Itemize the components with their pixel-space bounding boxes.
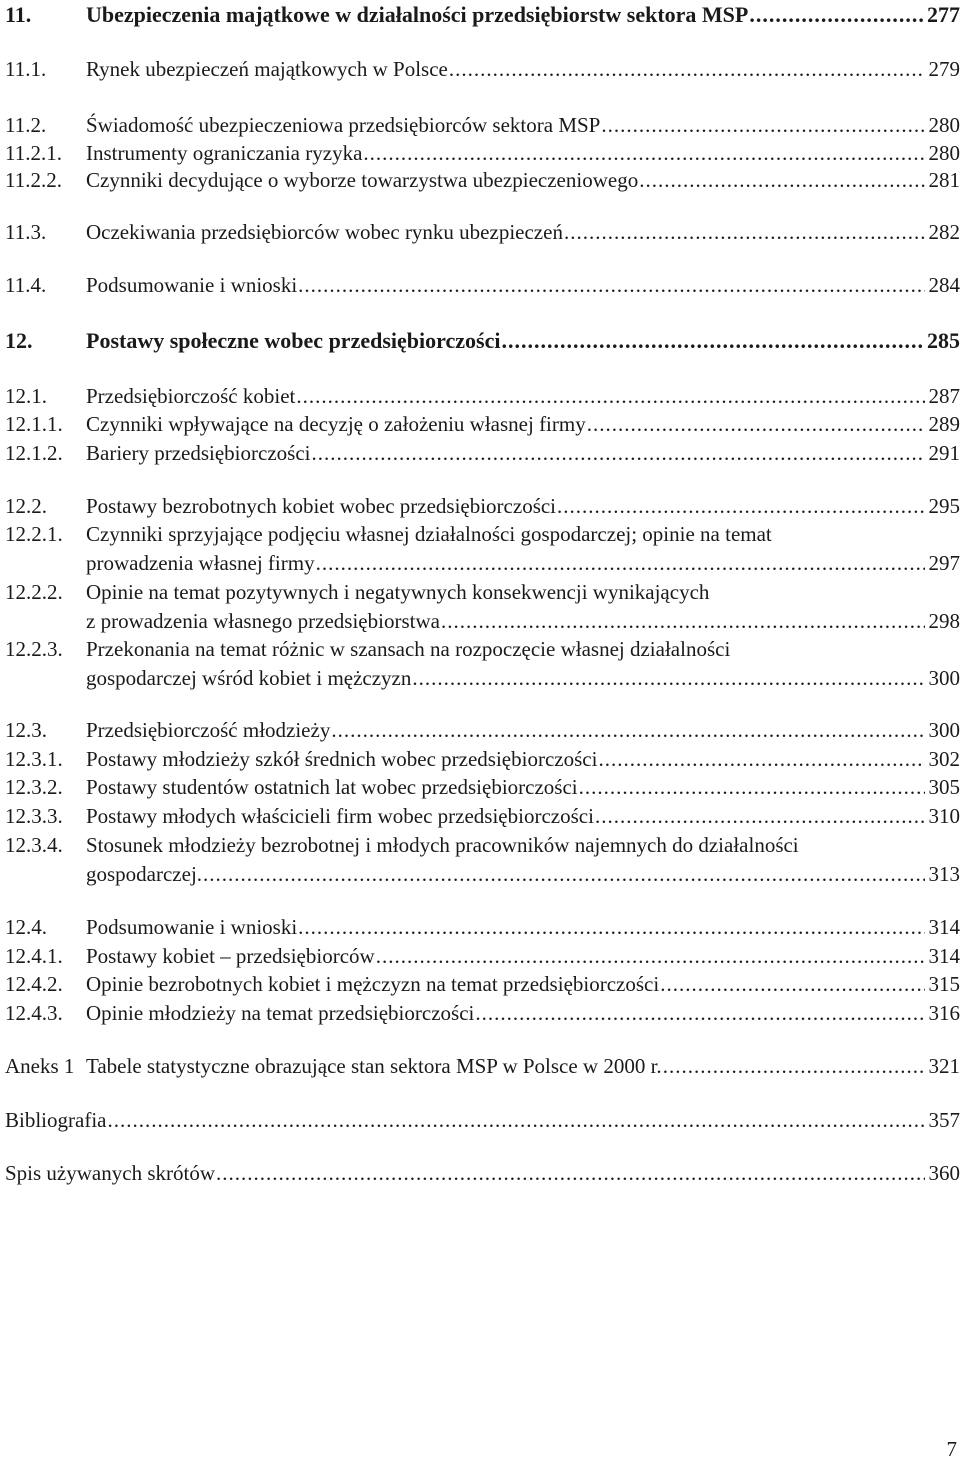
toc-entry-number: 12.1. (5, 384, 47, 408)
dot-leader (412, 664, 924, 693)
toc-entry-number: 12.4. (5, 915, 47, 939)
toc-entry-number: 12.2.2. (5, 580, 63, 604)
toc-entry-leader-line (86, 942, 960, 971)
dot-leader (749, 0, 923, 29)
toc-entry-leader-line (86, 860, 960, 889)
dot-leader (579, 773, 925, 802)
toc-entry-page: 289 (928, 412, 960, 436)
toc-entry-leader-line (86, 111, 960, 140)
toc-entry-title: gospodarczej wśród kobiet i mężczyzn (86, 666, 412, 690)
toc-entry-page: 300 (928, 666, 960, 690)
toc-entry-title: Podsumowanie i wnioski (86, 915, 298, 939)
toc-entry-title: Rynek ubezpieczeń majątkowych w Polsce (86, 57, 448, 81)
dot-leader (587, 410, 925, 439)
dot-leader (564, 218, 925, 247)
toc-entry-number: 12.4.1. (5, 944, 63, 968)
page-number: 7 (946, 1437, 957, 1461)
toc-entry-page: 284 (928, 273, 960, 297)
toc-entry-body (86, 0, 960, 29)
toc-entry-number: 12.3.1. (5, 747, 63, 771)
toc-entry-title-line: Przekonania na temat różnic w szansach na rozpoczęcie własnej działalności (86, 637, 731, 661)
toc-entry-leader-line (86, 271, 960, 300)
toc-entry-page: 357 (928, 1108, 960, 1132)
dot-leader (501, 326, 923, 355)
toc-entry-page: 315 (928, 972, 960, 996)
toc-entry-body (86, 942, 960, 971)
toc-entry-leader-line (86, 382, 960, 411)
toc-entry-body (86, 716, 960, 745)
toc-entry-title: Czynniki decydujące o wyborze towarzystwa ubezpieczeniowego (86, 168, 639, 192)
toc-entry-title: Spis używanych skrótów (5, 1161, 215, 1185)
toc-entry-leader-line (86, 802, 960, 831)
toc-entry-title: gospodarczej. (86, 862, 203, 886)
toc-entry-leader-line (86, 55, 960, 84)
toc-entry-page: 291 (928, 441, 960, 465)
toc-entry-leader-line (86, 166, 960, 195)
toc-entry-title: Postawy studentów ostatnich lat wobec przedsiębiorczości (86, 775, 578, 799)
toc-entry-number: 12.1.2. (5, 441, 63, 465)
dot-leader (663, 1052, 925, 1081)
toc-entry-number: 12.3.2. (5, 775, 63, 799)
toc-entry-page: 316 (928, 1001, 960, 1025)
toc-entry-title: Przedsiębiorczość kobiet (86, 384, 296, 408)
toc-entry-number: 11.2.1. (5, 141, 62, 165)
toc-entry-leader-line (86, 492, 960, 521)
toc-entry-leader-line (86, 607, 960, 636)
toc-entry-title-line: Opinie na temat pozytywnych i negatywnych konsekwencji wynikających (86, 580, 710, 604)
toc-entry-body (86, 55, 960, 84)
toc-entry-page: 313 (928, 862, 960, 886)
toc-entry-body (86, 1052, 960, 1081)
toc-entry-body (5, 1159, 960, 1188)
toc-entry-leader-line (86, 999, 960, 1028)
toc-entry-title: Postawy kobiet – przedsiębiorców (86, 944, 375, 968)
toc-entry-number: Aneks 1 (5, 1054, 75, 1078)
toc-entry-number: 12.3.3. (5, 804, 63, 828)
dot-leader (363, 139, 924, 168)
toc-entry-body (86, 520, 960, 578)
toc-entry-title-line: Stosunek młodzieży bezrobotnej i młodych pracowników najemnych do działalności (86, 833, 799, 857)
toc-entry-body (86, 492, 960, 521)
toc-entry-page: 280 (928, 113, 960, 137)
toc-entry-number: 12.2. (5, 494, 47, 518)
dot-leader (441, 607, 925, 636)
toc-entry-body (86, 745, 960, 774)
toc-entry-page: 282 (928, 220, 960, 244)
toc-entry-page: 300 (928, 718, 960, 742)
toc-entry-number: 12.1.1. (5, 412, 63, 436)
dot-leader (475, 999, 924, 1028)
toc-entry-leader-line (86, 549, 960, 578)
toc-entry-body (86, 166, 960, 195)
toc-entry-page: 280 (928, 141, 960, 165)
toc-entry-number: 11.3. (5, 220, 47, 244)
dot-leader (298, 271, 924, 300)
toc-entry-body (86, 773, 960, 802)
toc-entry-page: 277 (927, 2, 960, 27)
toc-entry-body (86, 913, 960, 942)
toc-entry-title: Bibliografia (5, 1108, 107, 1132)
toc-entry-leader-line (5, 1106, 960, 1135)
toc-entry-number: 11.4. (5, 273, 47, 297)
toc-entry-number: 11. (5, 2, 32, 27)
toc-entry-number: 12.4.3. (5, 1001, 63, 1025)
toc-entry-page: 281 (928, 168, 960, 192)
toc-entry-body (86, 326, 960, 355)
toc-entry-title: Oczekiwania przedsiębiorców wobec rynku ubezpieczeń (86, 220, 563, 244)
toc-entry-title: Opinie młodzieży na temat przedsiębiorczości (86, 1001, 475, 1025)
toc-entry-leader-line (86, 913, 960, 942)
toc-entry-body (5, 1106, 960, 1135)
toc-entry-title: Bariery przedsiębiorczości (86, 441, 311, 465)
toc-entry-page: 321 (928, 1054, 960, 1078)
toc-entry-title: Podsumowanie i wnioski (86, 273, 298, 297)
toc-entry-leader-line (86, 773, 960, 802)
dot-leader (639, 166, 924, 195)
dot-leader (107, 1106, 924, 1135)
toc-entry-leader-line (86, 1052, 960, 1081)
toc-entry-number: 12.2.1. (5, 522, 63, 546)
toc-entry-body (86, 271, 960, 300)
toc-entry-body (86, 999, 960, 1028)
toc-entry-body (86, 439, 960, 468)
toc-entry-leader-line (86, 970, 960, 999)
toc-entry-body (86, 382, 960, 411)
toc-entry-title: Świadomość ubezpieczeniowa przedsiębiorców sektora MSP (86, 113, 601, 137)
toc-entry-body (86, 139, 960, 168)
toc-entry-number: 12.2.3. (5, 637, 63, 661)
toc-entry-page: 360 (928, 1161, 960, 1185)
toc-entry-leader-line (86, 139, 960, 168)
dot-leader (595, 802, 925, 831)
toc-entry-page: 302 (928, 747, 960, 771)
dot-leader (203, 860, 924, 889)
toc-entry-leader-line (86, 0, 960, 29)
dot-leader (660, 970, 924, 999)
toc-entry-body (86, 111, 960, 140)
toc-entry-number: 12.4.2. (5, 972, 63, 996)
toc-entry-body (86, 410, 960, 439)
toc-entry-number: 11.1. (5, 57, 47, 81)
toc-entry-leader-line (86, 664, 960, 693)
toc-entry-body (86, 802, 960, 831)
toc-entry-title: Czynniki wpływające na decyzję o założeniu własnej firmy (86, 412, 586, 436)
toc-entry-leader-line (86, 410, 960, 439)
toc-entry-page: 279 (928, 57, 960, 81)
dot-leader (449, 55, 925, 84)
dot-leader (311, 439, 924, 468)
toc-entry-number: 12. (5, 328, 33, 353)
dot-leader (298, 913, 924, 942)
toc-entry-body (86, 970, 960, 999)
toc-entry-page: 298 (928, 609, 960, 633)
dot-leader (216, 1159, 925, 1188)
toc-entry-body (86, 635, 960, 693)
dot-leader (316, 549, 925, 578)
toc-entry-body (86, 831, 960, 889)
toc-entry-page: 297 (928, 551, 960, 575)
toc-entry-number: 11.2.2. (5, 168, 62, 192)
toc-entry-title: Postawy młodzieży szkół średnich wobec przedsiębiorczości (86, 747, 598, 771)
toc-entry-title: z prowadzenia własnego przedsiębiorstwa (86, 609, 440, 633)
toc-entry-body (86, 218, 960, 247)
toc-entry-title-line: Czynniki sprzyjające podjęciu własnej działalności gospodarczej; opinie na temat (86, 522, 772, 546)
toc-entry-page: 287 (928, 384, 960, 408)
toc-entry-leader-line (86, 439, 960, 468)
dot-leader (376, 942, 925, 971)
dot-leader (296, 382, 924, 411)
toc-entry-page: 285 (927, 328, 960, 353)
dot-leader (601, 111, 924, 140)
toc-entry-title: Postawy społeczne wobec przedsiębiorczości (86, 328, 501, 353)
toc-entry-leader-line (86, 218, 960, 247)
toc-entry-title: Opinie bezrobotnych kobiet i mężczyzn na temat przedsiębiorczości (86, 972, 660, 996)
dot-leader (598, 745, 924, 774)
toc-entry-title: Przedsiębiorczość młodzieży (86, 718, 331, 742)
toc-entry-leader-line (86, 326, 960, 355)
toc-entry-number: 12.3.4. (5, 833, 63, 857)
toc-entry-title: prowadzenia własnej firmy (86, 551, 315, 575)
toc-entry-title: Instrumenty ograniczania ryzyka (86, 141, 363, 165)
toc-entry-page: 314 (928, 915, 960, 939)
toc-entry-number: 11.2. (5, 113, 47, 137)
toc-entry-title: Postawy młodych właścicieli firm wobec przedsiębiorczości (86, 804, 594, 828)
toc-entry-leader-line (86, 745, 960, 774)
toc-entry-title: Postawy bezrobotnych kobiet wobec przedsiębiorczości (86, 494, 557, 518)
toc-entry-page: 305 (928, 775, 960, 799)
toc-entry-number: 12.3. (5, 718, 47, 742)
toc-entry-page: 310 (928, 804, 960, 828)
toc-entry-page: 314 (928, 944, 960, 968)
toc-entry-leader-line (5, 1159, 960, 1188)
dot-leader (331, 716, 924, 745)
toc-entry-leader-line (86, 716, 960, 745)
toc-entry-body (86, 578, 960, 636)
dot-leader (557, 492, 924, 521)
toc-entry-title: Tabele statystyczne obrazujące stan sektora MSP w Polsce w 2000 r. (86, 1054, 662, 1078)
toc-entry-page: 295 (928, 494, 960, 518)
toc-entry-title: Ubezpieczenia majątkowe w działalności przedsiębiorstw sektora MSP (86, 2, 749, 27)
